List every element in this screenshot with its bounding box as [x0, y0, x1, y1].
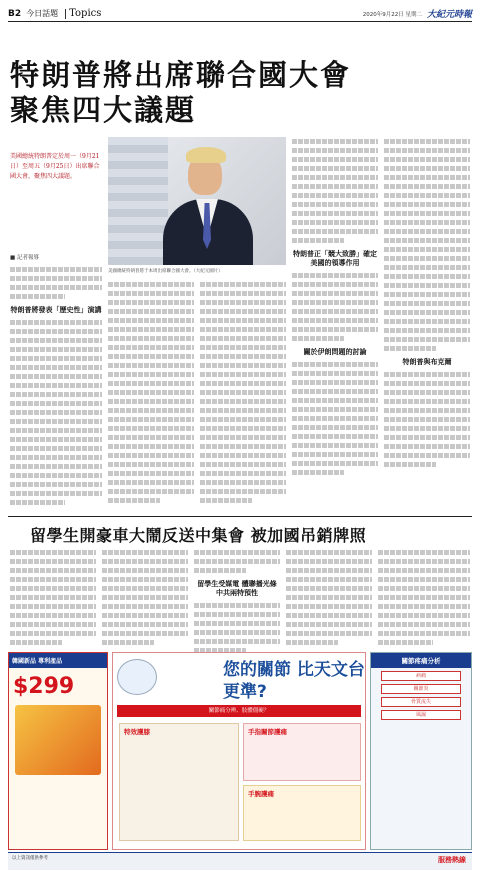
ad-analysis-step-3: 骨質流失 — [381, 697, 461, 707]
photo-figure-hair — [186, 147, 226, 163]
ad-joint-care[interactable] — [112, 652, 366, 850]
article2-column-1 — [10, 548, 96, 647]
article2-column-3 — [194, 548, 280, 655]
article-lead — [10, 152, 102, 182]
subhead-3: 關於伊朗問題的討論 — [303, 348, 367, 356]
article-column-2 — [108, 280, 194, 505]
subhead-4: 特朗普與布克爾 — [402, 358, 452, 366]
ad-product-header: 韓國新品 專利產品 — [9, 653, 107, 668]
article-photo — [108, 137, 286, 265]
ad-product-price: $299 — [13, 674, 75, 699]
lead-text: 美國總統特朗普定於周一（9月21日）至周五（9月25日）出席聯合國大會，聚焦四大議題。 — [10, 153, 100, 180]
ad-product-image — [15, 705, 101, 775]
article2-column-4 — [286, 548, 372, 647]
ad-panel-finger: 手指關節護痛 — [243, 723, 361, 781]
footer-text: 以上資訊僅供參考 — [12, 856, 48, 861]
headline-line-2: 聚焦四大議題 — [10, 93, 197, 127]
reporter-credit: ■ 記者報導 — [10, 255, 39, 261]
ad-panel-knee: 特效護膝 — [119, 723, 239, 841]
main-headline — [10, 58, 474, 128]
ad-analysis-step-1: 病痛 — [381, 671, 461, 681]
ad-panel-wrist: 手腕護痛 — [243, 785, 361, 841]
article-column-5 — [384, 137, 470, 469]
ad-joint-strip: 關節痛分辨、肢體僵硬？ — [117, 705, 361, 717]
issue-date: 2020年9月22日 星期二 — [362, 11, 422, 18]
second-headline: 留學生開豪車大鬧反送中集會 被加國吊銷牌照 — [30, 526, 367, 545]
footer-logo: 服務熱線 — [438, 856, 466, 864]
photo-caption: 美國總統特朗普將于本周出席聯合國大會。（大紀元圖片） — [108, 269, 223, 274]
section-divider — [8, 516, 472, 517]
article-column-3 — [200, 280, 286, 505]
masthead-logo: 大紀元時報 — [426, 10, 472, 20]
ad-analysis-step-2: 關節炎 — [381, 684, 461, 694]
ad-weather-icon — [117, 659, 157, 695]
page-header — [8, 6, 472, 22]
subhead-1: 特朗普將發表「歷史性」演講 — [10, 306, 102, 314]
article2-column-5 — [378, 548, 470, 647]
page-footer — [8, 852, 472, 870]
topics-label: Topics — [69, 8, 102, 19]
photo-flag-backdrop — [108, 137, 168, 265]
ad-product[interactable] — [8, 652, 108, 850]
subhead-2: 特朗普正「競大致勝」確定美國的領導作用 — [293, 250, 377, 267]
article2-column-2 — [102, 548, 188, 647]
page-number: B2 — [8, 8, 22, 19]
article2-subhead: 留學生受媒電 體聯播光條中共兩特預性 — [197, 580, 277, 597]
ad-analysis-step-4: 風濕 — [381, 710, 461, 720]
advertisement-area — [8, 652, 472, 850]
article-column-4 — [292, 137, 378, 477]
ad-joint-headline: 您的關節 比天文台更準? — [223, 660, 365, 702]
ad-analysis-title: 關節疼痛分析 — [371, 653, 471, 668]
article-column-1 — [10, 265, 102, 507]
headline-line-1: 特朗普將出席聯合國大會 — [10, 58, 352, 92]
header-separator — [65, 9, 66, 19]
section-name: 今日話題 — [26, 9, 59, 18]
ad-analysis[interactable] — [370, 652, 472, 850]
